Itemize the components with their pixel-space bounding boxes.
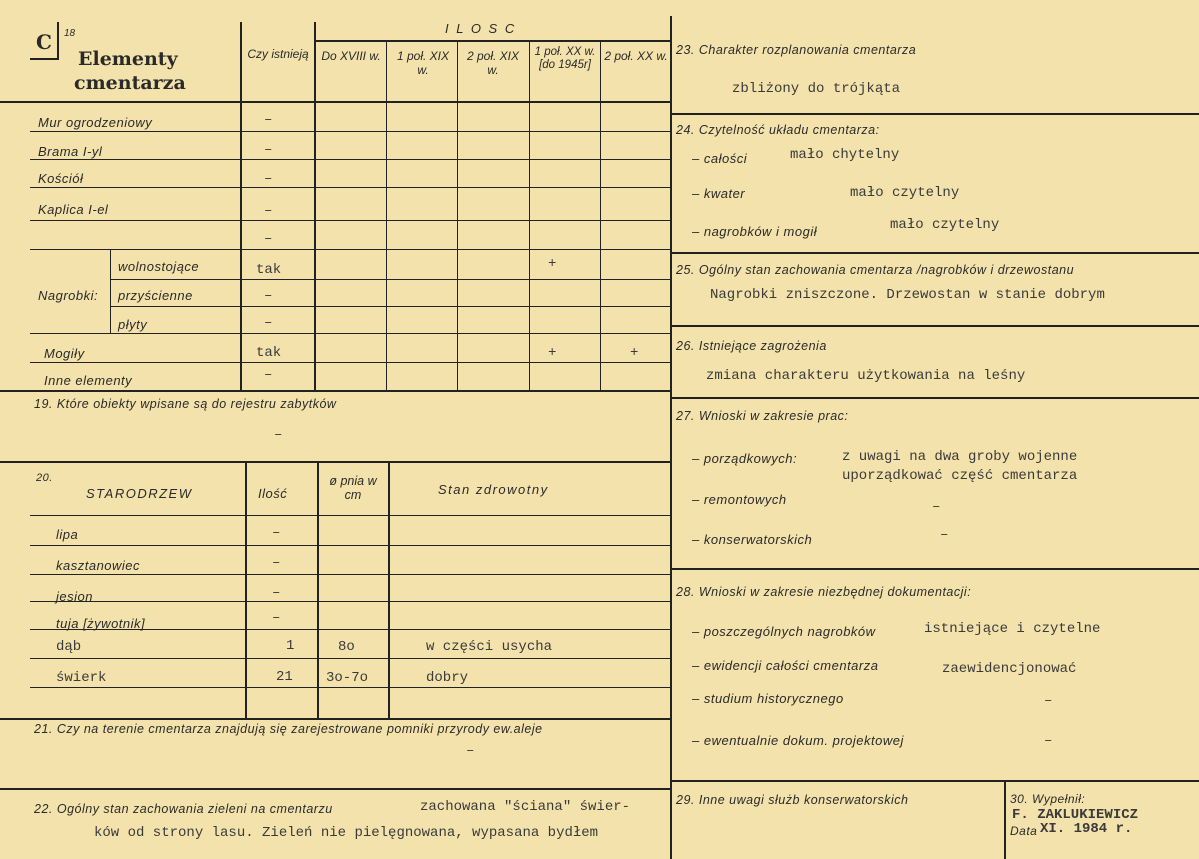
q28-b-label: – ewidencji całości cmentarza [692, 658, 879, 673]
q28-c-value: – [1044, 693, 1053, 709]
q23-label: 23. Charakter rozplanowania cmentarza [676, 43, 917, 57]
section-title-line2: cmentarza [74, 72, 186, 94]
tree-ilosc-lipa: – [272, 525, 281, 541]
tree-name-kasztanowiec: kasztanowiec [56, 558, 141, 573]
q26-label: 26. Istniejące zagrożenia [676, 339, 827, 353]
section-title-line1: Elementy [78, 48, 178, 70]
q22-value-line1: zachowana "ściana" świer- [420, 799, 631, 815]
q30-date: XI. 1984 r. [1040, 821, 1133, 837]
q28-a-value: istniejące i czytelne [924, 621, 1101, 637]
q24-kwater-value: mało czytelny [850, 185, 960, 201]
czy-value-kaplica: – [264, 203, 273, 219]
q20-col-pnia: ø pnia w cm [329, 474, 377, 503]
row-label-kosciol: Kościół [38, 171, 84, 186]
q21-label: 21. Czy na terenie cmentarza znajdują się zarejestrowane pomniki przyrody ew.aleje [34, 722, 543, 736]
row-label-plyty: płyty [118, 317, 148, 332]
row-label-przyscienne: przyścienne [118, 288, 193, 303]
row-label-mur: Mur ogrodzeniowy [38, 115, 153, 130]
tree-name-dab: dąb [56, 639, 82, 655]
tree-ilosc-kasztanowiec: – [272, 555, 281, 571]
q21-value: – [466, 743, 475, 759]
col-header-1pol-xix: 1 poł. XIX w. [396, 49, 450, 77]
q30-label: 30. Wypełnił: [1010, 792, 1086, 806]
q28-c-label: – studium historycznego [692, 691, 844, 706]
q27-rem-value: – [932, 499, 941, 515]
q20-col-stan: Stan zdrowotny [438, 482, 549, 497]
tree-name-lipa: lipa [56, 527, 79, 542]
col-header-ilosc: I L O S C [445, 21, 517, 36]
q20-number: 20. [36, 472, 53, 484]
q27-porz-value-line2: uporządkować część cmentarza [842, 468, 1078, 484]
q23-value: zbliżony do trójkąta [732, 81, 901, 97]
czy-value-przyscienne: – [264, 288, 273, 304]
nagrobki-label: Nagrobki: [38, 288, 99, 303]
q25-label: 25. Ogólny stan zachowania cmentarza /nagrobków i drzewostanu [676, 263, 1075, 277]
row-label-mogily: Mogiły [44, 346, 85, 361]
q30-name: F. ZAKLUKIEWICZ [1012, 807, 1139, 823]
mogily-1pol-xx: + [548, 345, 557, 361]
czy-value-mogily: tak [256, 345, 282, 361]
czy-value-mur: – [264, 112, 273, 128]
q28-d-label: – ewentualnie dokum. projektowej [692, 733, 904, 748]
czy-value-brama: – [264, 142, 273, 158]
col-header-1pol-xx: 1 poł. XX w. [do 1945r] [534, 46, 596, 72]
q24-label: 24. Czytelność układu cmentarza: [676, 123, 880, 137]
tree-ilosc-jesion: – [272, 585, 281, 601]
q27-kons-label: – konserwatorskich [692, 532, 813, 547]
czy-value-wolnostojace: tak [256, 262, 282, 278]
czy-value-blank: – [264, 231, 273, 247]
q19-label: 19. Które obiekty wpisane są do rejestru zabytków [34, 397, 337, 411]
row-label-wolnostojace: wolnostojące [118, 259, 200, 274]
q20-title: STARODRZEW [86, 486, 193, 501]
czy-value-plyty: – [264, 315, 273, 331]
q27-porz-value-line1: z uwagi na dwa groby wojenne [842, 449, 1078, 465]
tree-name-jesion: jesion [56, 589, 93, 604]
q24-kwater-label: – kwater [692, 186, 746, 201]
col-header-do-xviii: Do XVIII w. [321, 49, 381, 63]
q27-rem-label: – remontowych [692, 492, 787, 507]
tree-pnia-dab: 8o [338, 639, 355, 655]
czy-value-inne: – [264, 367, 273, 383]
tree-name-swierk: świerk [56, 670, 107, 686]
wolnostojace-1pol-xx: + [548, 256, 557, 272]
q25-value: Nagrobki zniszczone. Drzewostan w stanie dobrym [710, 287, 1105, 303]
q19-value: – [274, 427, 283, 443]
q22-label: 22. Ogólny stan zachowania zieleni na cmentarzu [34, 802, 333, 816]
tree-name-tuja: tuja [żywotnik] [56, 616, 146, 631]
q28-a-label: – poszczególnych nagrobków [692, 624, 876, 639]
row-label-brama: Brama I-yl [38, 144, 103, 159]
tree-ilosc-tuja: – [272, 610, 281, 626]
q24-nagrobkow-value: mało czytelny [890, 217, 1000, 233]
section-number: 18 [64, 28, 76, 39]
tree-ilosc-swierk: 21 [276, 669, 293, 685]
q22-value-line2: ków od strony lasu. Zieleń nie pielęgnowana, wypasana bydłem [94, 825, 599, 841]
tree-ilosc-dab: 1 [286, 638, 295, 654]
q27-label: 27. Wnioski w zakresie prac: [676, 409, 849, 423]
q27-kons-value: – [940, 527, 949, 543]
q30-data-label: Data [1010, 824, 1038, 838]
q26-value: zmiana charakteru użytkowania na leśny [706, 368, 1026, 384]
q24-calosci-label: – całości [692, 151, 748, 166]
q28-d-value: – [1044, 733, 1053, 749]
q24-calosci-value: mało chytelny [790, 147, 900, 163]
q28-label: 28. Wnioski w zakresie niezbędnej dokumentacji: [676, 585, 972, 599]
q29-label: 29. Inne uwagi służb konserwatorskich [676, 793, 909, 807]
row-label-kaplica: Kaplica I-el [38, 202, 109, 217]
row-label-inne: Inne elementy [44, 373, 133, 388]
section-letter: C [36, 30, 52, 54]
tree-pnia-swierk: 3o-7o [326, 670, 369, 686]
col-header-2pol-xx: 2 poł. XX w. [604, 49, 668, 63]
mogily-2pol-xx: + [630, 345, 639, 361]
q24-nagrobkow-label: – nagrobków i mogił [692, 224, 818, 239]
tree-stan-dab: w części usycha [426, 639, 553, 655]
col-header-2pol-xix: 2 poł. XIX w. [466, 49, 520, 77]
q28-b-value: zaewidencjonować [942, 661, 1077, 677]
col-header-czy-istnieja: Czy istnieją [247, 47, 309, 61]
q20-col-ilosc: Ilość [258, 486, 288, 501]
q27-porz-label: – porządkowych: [692, 451, 798, 466]
czy-value-kosciol: – [264, 171, 273, 187]
tree-stan-swierk: dobry [426, 670, 469, 686]
